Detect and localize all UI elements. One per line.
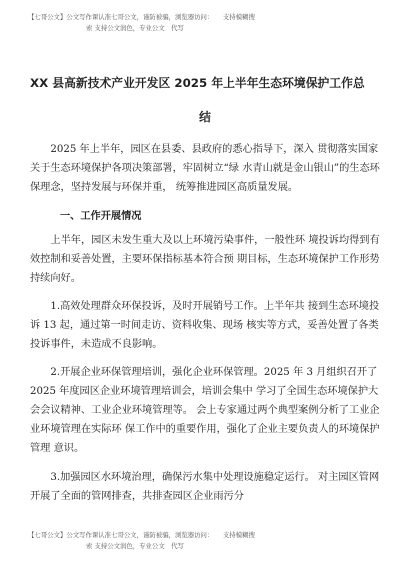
section-body-paragraph: 上半年，园区未发生重大及以上环境污染事件，一般性环 境投诉均得到有效控制和妥善处置，主要环保指标基本符合预 期目标，生态环境保护工作形势持续向好。: [30, 235, 380, 284]
section-heading: 一、工作开展情况: [60, 211, 142, 222]
document-title-continuation: 结: [199, 110, 211, 124]
document-title: XX 县高新技术产业开发区 2025 年上半年生态环境保护工作总: [30, 76, 365, 90]
item-paragraph-3: 3.加强园区水环境治理，确保污水集中处理设施稳定运行。 对主园区管网开展了全面的管网排查，共排查园区企业雨污分: [30, 472, 380, 502]
footer-banner: [28, 530, 388, 552]
header-banner: [28, 12, 388, 34]
intro-paragraph: 2025 年上半年，园区在县委、县政府的悉心指导下，深入 贯彻落实国家关于生态环境保护各项决策部署，牢固树立“绿 水青山就是金山银山”的生态环保理念，坚持发展与环保并重， 统筹推进园区高质量发展。: [30, 144, 380, 193]
header-banner-line1: 【七哥公文】公文写作课认准七哥公文，谨防被骗，浏览器访问： 支持模糊搜: [28, 13, 255, 21]
footer-banner-line2: 索 支持公文润色，专业公文 代写: [86, 542, 184, 550]
item-paragraph-1: 1.高效处理群众环保投诉，及时开展销号工作。上半年共 接到生态环境投诉 13 起，通过第一时间走访、资料收集、现场 核实等方式，妥善处置了各类投诉事件，未造成不良影响。: [30, 301, 380, 350]
item-paragraph-2: 2.开展企业环保管理培训，强化企业环保管理。2025 年 3 月组织召开了 2025 年度园区企业环境管理培训会，培训会集中 学习了全国生态环境保护大会会议精神、工业企业环境管理等。 会上专家通过两个典型案例分析了工业企业环境管理在实际环 保工作中的重要作用，强化了企业主要负责人的环境保护管理 意识。: [30, 367, 380, 454]
header-banner-line2: 索 支持公文润色，专业公文 代写: [86, 24, 184, 32]
footer-banner-line1: 【七哥公文】公文写作课认准七哥公文，谨防被骗，浏览器访问： 支持模糊搜: [28, 531, 255, 539]
